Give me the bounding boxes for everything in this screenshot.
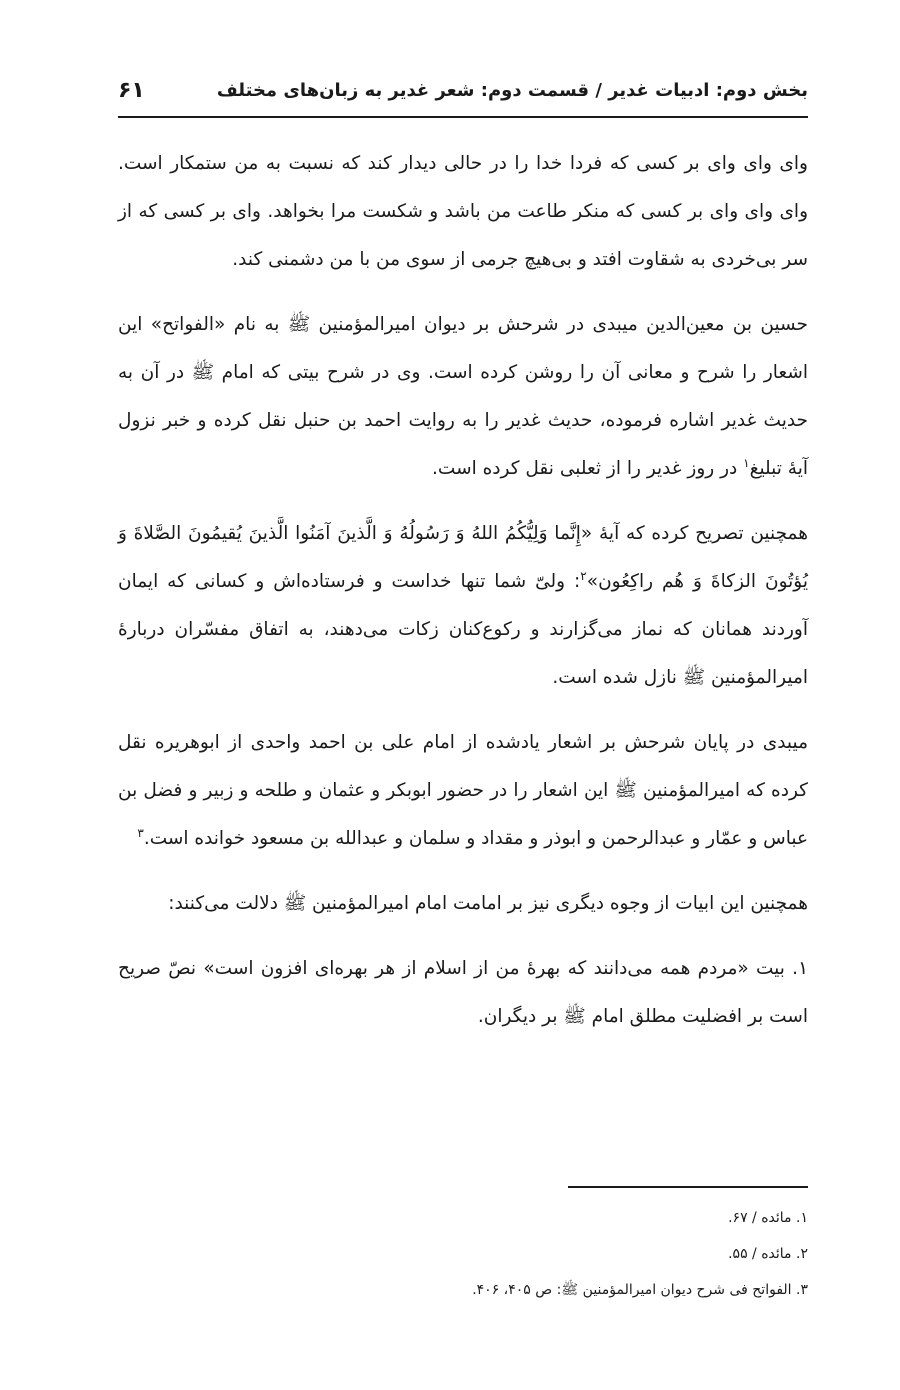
paragraph-4-text: میبدی در پایان شرحش بر اشعار یادشده از امام علی بن احمد واحدی از ابوهریره نقل کرده که امیرالمؤمنین ﷺ این اشعار را در حضور ابوبکر و عثمان و طلحه و زبیر و فضل بن عباس و عمّار و عبدالرحمن و ابوذر و مقداد و سلمان و عبدالله بن مسعود خوانده است. — [118, 732, 808, 849]
paragraph-2-text-after: در روز غدیر را از ثعلبی نقل کرده است. — [432, 458, 744, 479]
footnote-1: ۱. مائده / ۶۷. — [728, 1210, 808, 1226]
footnote-rule — [568, 1186, 808, 1188]
header-rule — [118, 116, 808, 118]
paragraph-4 — [118, 719, 808, 863]
paragraph-6-text: ۱. بیت «مردم همه می‌دانند که بهرهٔ من از اسلام از هر بهره‌ای افزون است» نصّ صریح است بر افضلیت مطلق امام ﷺ بر دیگران. — [118, 958, 808, 1027]
paragraph-6 — [118, 945, 808, 1041]
footnote-ref-1[interactable]: ۱ — [743, 455, 750, 470]
paragraph-5 — [118, 880, 808, 928]
main-text — [118, 140, 808, 1058]
running-title: بخش دوم: ادبیات غدیر / قسمت دوم: شعر غدیر به زبان‌های مختلف — [216, 79, 808, 101]
paragraph-3-text-after: : ولیّ شما تنها خداست و فرستاده‌اش و کسانی که ایمان آوردند همانان که نماز می‌گزارند و رکوع‌کنان زکات می‌دهند، به اتفاق مفسّران دربارهٔ امیرالمؤمنین ﷺ نازل شده است. — [118, 571, 808, 688]
paragraph-1 — [118, 140, 808, 284]
footnote-2: ۲. مائده / ۵۵. — [728, 1246, 808, 1262]
paragraph-2 — [118, 301, 808, 493]
paragraph-1-text: وای وای وای بر کسی که فردا خدا را در حالی دیدار کند که نسبت به من ستمکار است. وای وای وای بر کسی که منکر طاعت من باشد و شکست مرا بخواهد. وای بر کسی که از سر بی‌خردی به شقاوت افتد و بی‌هیچ جرمی از سوی من با من دشمنی کند. — [118, 153, 808, 270]
paragraph-3-text: همچنین تصریح کرده که آیهٔ «إِنَّما وَلِیُّکُمُ اللهُ وَ رَسُولُهُ وَ الَّذینَ آمَنُوا الَّذینَ یُقیمُونَ الصَّلاةَ وَ یُؤتُونَ الزکاةَ وَ هُم راکِعُون» — [118, 523, 808, 592]
page-number: ۶۱ — [118, 77, 145, 103]
footnote-ref-3[interactable]: ۳ — [137, 825, 144, 840]
page-header — [118, 70, 808, 110]
paragraph-5-text: همچنین این ابیات از وجوه دیگری نیز بر امامت امام امیرالمؤمنین ﷺ دلالت می‌کنند: — [168, 893, 808, 914]
paragraph-2-text: حسین بن معین‌الدین میبدی در شرحش بر دیوان امیرالمؤمنین ﷺ به نام «الفواتح» این اشعار را شرح و معانی آن را روشن کرده است. وی در شرح بیتی که امام ﷺ در آن به حدیث غدیر اشاره فرموده، حدیث غدیر را به روایت احمد بن حنبل نقل کرده و خبر نزول آیهٔ تبلیغ — [118, 314, 808, 479]
footnote-ref-2[interactable]: ۲ — [580, 568, 587, 583]
paragraph-3 — [118, 510, 808, 702]
footnote-3: ۳. الفواتح فی شرح دیوان امیرالمؤمنین ﷺ: ص ۴۰۵، ۴۰۶. — [472, 1282, 808, 1298]
footnotes — [118, 1200, 808, 1308]
